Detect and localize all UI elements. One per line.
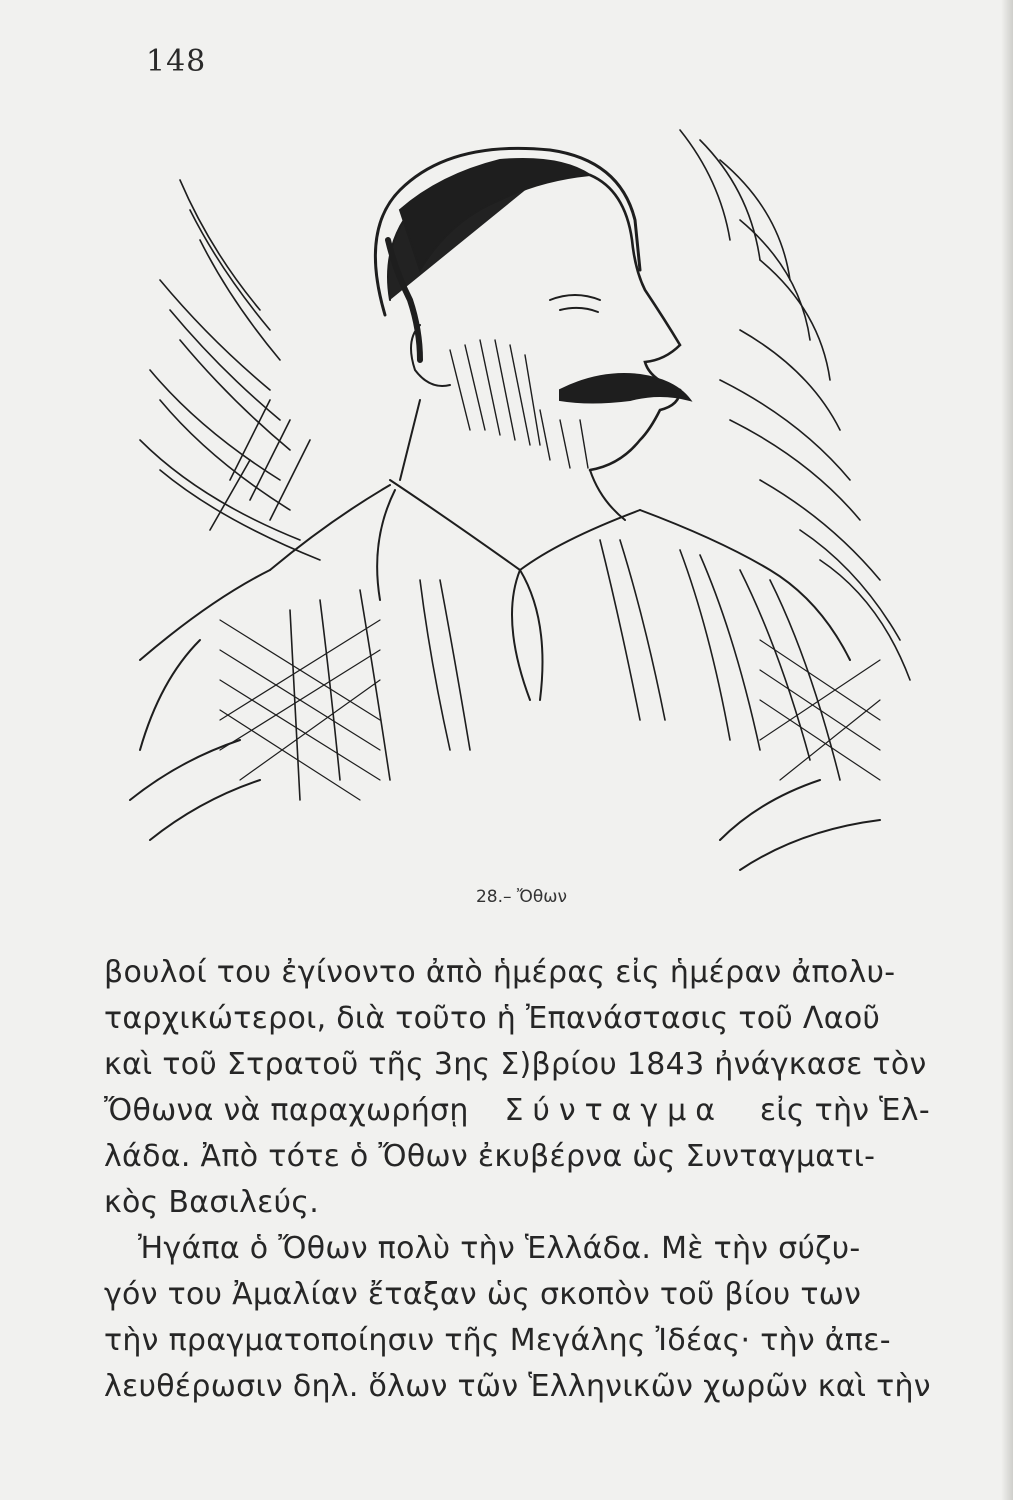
text-line-content: Ὄθωνα νὰ παραχωρήσῃ — [104, 1093, 469, 1128]
text-line — [104, 1042, 930, 1088]
text-line-content: εἰς τὴν Ἑλ- — [759, 1093, 930, 1128]
text-line-content: βουλοί του ἐγίνοντο ἀπὸ ἡμέρας εἰς ἡμέραν ἀπολυ- — [104, 955, 896, 990]
emphasized-word: Σύνταγμα — [504, 1093, 725, 1128]
text-line — [104, 996, 930, 1042]
page-edge-shadow — [1001, 0, 1013, 1500]
text-line — [104, 1318, 930, 1364]
text-line-content: λευθέρωσιν δηλ. ὅλων τῶν Ἑλληνικῶν χωρῶν καὶ τὴν — [104, 1369, 931, 1404]
text-line-content: τὴν πραγματοποίησιν τῆς Μεγάλης Ἰδέας· τὴν ἀπε- — [104, 1323, 891, 1358]
text-line-content: ταρχικώτεροι, διὰ τοῦτο ἡ Ἐπανάστασις τοῦ Λαοῦ — [104, 1001, 881, 1036]
text-line-content: κὸς Βασιλεύς. — [104, 1185, 320, 1220]
portrait-illustration — [120, 100, 940, 880]
page-number: 148 — [146, 44, 207, 79]
text-line-content: γόν του Ἀμαλίαν ἔταξαν ὡς σκοπὸν τοῦ βίου των — [104, 1277, 862, 1312]
text-line-content: καὶ τοῦ Στρατοῦ τῆς 3ης Σ)βρίου 1843 ἠνάγκασε τὸν — [104, 1047, 927, 1082]
text-line — [104, 1134, 930, 1180]
text-line-content: λάδα. Ἀπὸ τότε ὁ Ὄθων ἐκυβέρνα ὡς Συνταγματι- — [104, 1139, 876, 1174]
text-line — [104, 1088, 930, 1134]
text-line — [104, 1272, 930, 1318]
text-line — [104, 950, 930, 996]
text-line — [104, 1226, 930, 1272]
text-line-content: Ἠγάπα ὁ Ὄθων πολὺ τὴν Ἑλλάδα. Μὲ τὴν σύζυ- — [138, 1231, 861, 1266]
figure-caption: 28.– Ὄθων — [475, 887, 568, 907]
text-line — [104, 1180, 930, 1226]
text-line — [104, 1364, 930, 1410]
body-text — [104, 950, 930, 1410]
